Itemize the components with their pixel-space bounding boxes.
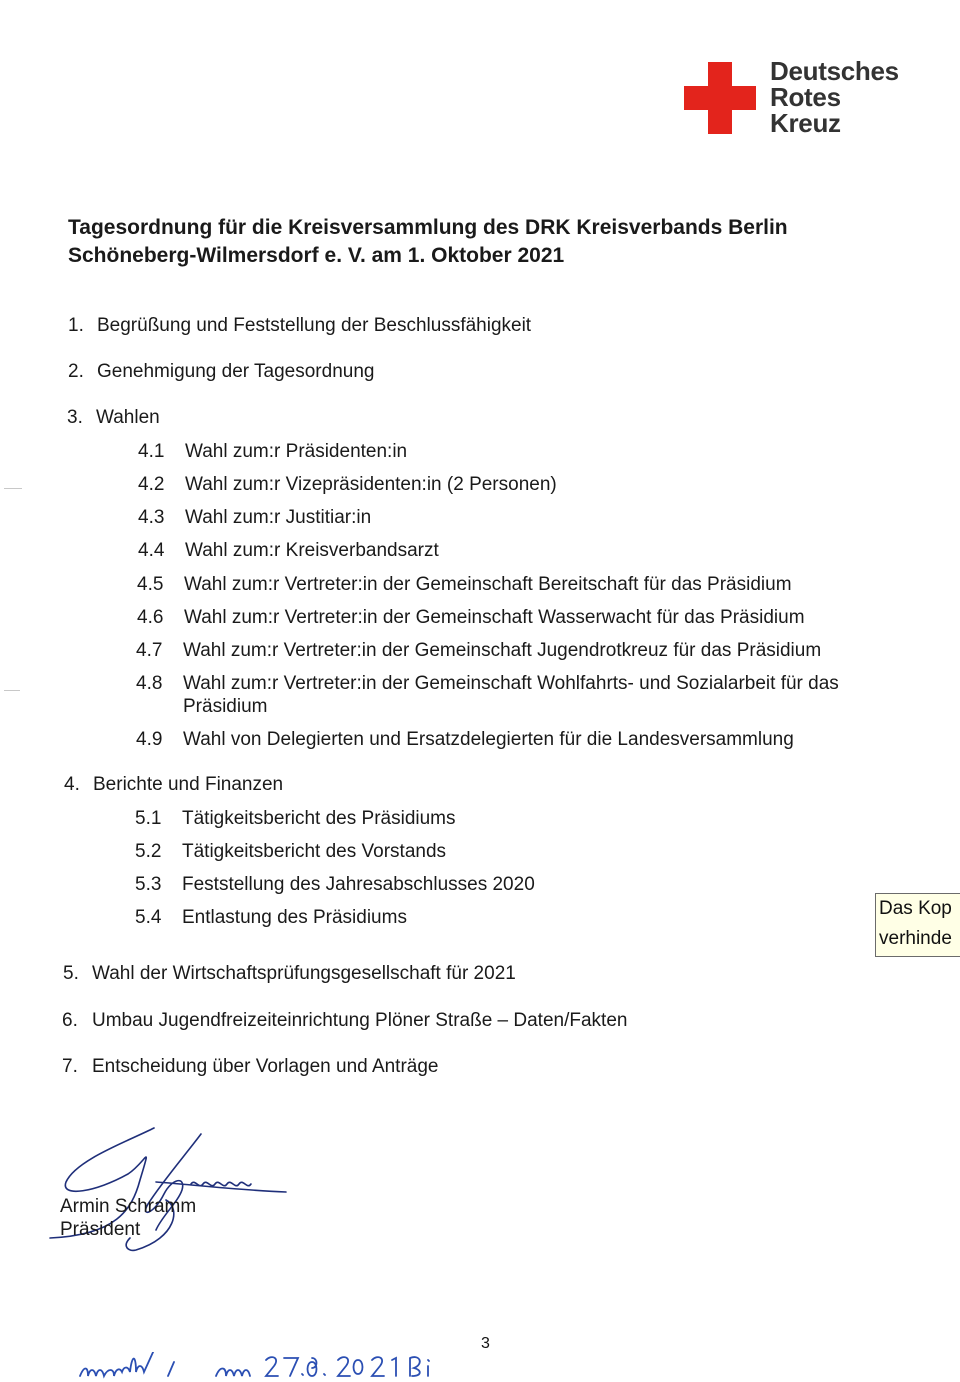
subitem-text: Wahl zum:r Vertreter:in der Gemeinschaft Wasserwacht für das Präsidium	[184, 607, 805, 628]
subitem-number: 4.5	[137, 574, 164, 595]
title-line-1: Tagesordnung für die Kreisversammlung des DRK Kreisverbands Berlin	[68, 216, 788, 239]
handwritten-note	[76, 1352, 446, 1382]
agenda-item-number: 1.	[68, 315, 84, 336]
subitem-text: Wahl zum:r Kreisverbandsarzt	[185, 540, 439, 561]
subitem-text: Wahl zum:r Vertreter:in der Gemeinschaft Bereitschaft für das Präsidium	[184, 574, 792, 595]
subitem-number: 5.3	[135, 874, 162, 895]
agenda-item-number: 4.	[64, 774, 80, 795]
logo-line-1: Deutsches	[770, 56, 899, 86]
subitem-number: 5.1	[135, 808, 162, 829]
margin-mark	[4, 690, 20, 691]
subitem-number: 5.2	[135, 841, 162, 862]
agenda-item-number: 6.	[62, 1010, 78, 1031]
subitem-number: 4.8	[136, 673, 163, 694]
agenda-item-text: Genehmigung der Tagesordnung	[97, 361, 375, 382]
page-number: 3	[481, 1335, 490, 1352]
agenda-item-number: 7.	[62, 1056, 78, 1077]
document-title	[68, 214, 908, 270]
title-line-2: Schöneberg-Wilmersdorf e. V. am 1. Oktober 2021	[68, 244, 565, 267]
subitem-text-continued: Präsidium	[183, 696, 268, 717]
logo-line-3: Kreuz	[770, 108, 841, 138]
subitem-text: Wahl zum:r Präsidenten:in	[185, 441, 408, 462]
agenda-item-text: Wahlen	[96, 407, 160, 428]
agenda-item-number: 2.	[68, 361, 84, 382]
agenda-item-text: Begrüßung und Feststellung der Beschlussfähigkeit	[97, 315, 532, 336]
sticky-note-line-1: Das Kop	[879, 898, 952, 919]
agenda-item-text: Wahl der Wirtschaftsprüfungsgesellschaft für 2021	[92, 963, 516, 984]
subitem-number: 4.9	[136, 729, 163, 750]
signer-name: Armin Schramm	[60, 1196, 197, 1217]
agenda-item-text: Entscheidung über Vorlagen und Anträge	[92, 1056, 439, 1077]
comment-sticky-note[interactable]	[875, 893, 960, 957]
subitem-number: 4.3	[138, 507, 165, 528]
subitem-text: Wahl zum:r Vertreter:in der Gemeinschaft Wohlfahrts- und Sozialarbeit für das	[183, 673, 839, 694]
agenda-item-number: 5.	[63, 963, 79, 984]
subitem-text: Tätigkeitsbericht des Vorstands	[182, 841, 447, 862]
agenda-item-text: Umbau Jugendfreizeiteinrichtung Plöner Straße – Daten/Fakten	[92, 1010, 628, 1031]
subitem-text: Entlastung des Präsidiums	[182, 907, 407, 928]
subitem-text: Feststellung des Jahresabschlusses 2020	[182, 874, 535, 895]
agenda-item-text: Berichte und Finanzen	[93, 774, 284, 795]
subitem-number: 4.2	[138, 474, 165, 495]
margin-mark	[4, 488, 22, 489]
subitem-number: 4.1	[138, 441, 165, 462]
subitem-text: Wahl zum:r Vertreter:in der Gemeinschaft Jugendrotkreuz für das Präsidium	[183, 640, 822, 661]
subitem-number: 4.4	[138, 540, 165, 561]
signer-role: Präsident	[60, 1219, 141, 1240]
agenda-item-number: 3.	[67, 407, 83, 428]
subitem-number: 4.6	[137, 607, 164, 628]
subitem-text: Tätigkeitsbericht des Präsidiums	[182, 808, 456, 829]
subitem-number: 4.7	[136, 640, 163, 661]
logo-line-2: Rotes	[770, 82, 841, 112]
subitem-number: 5.4	[135, 907, 162, 928]
sticky-note-line-2: verhinde	[879, 928, 952, 949]
subitem-text: Wahl zum:r Vizepräsidenten:in (2 Personen)	[185, 474, 557, 495]
logo-wordmark	[770, 58, 899, 136]
subitem-text: Wahl von Delegierten und Ersatzdelegierten für die Landesversammlung	[183, 729, 794, 750]
subitem-text: Wahl zum:r Justitiar:in	[185, 507, 372, 528]
red-cross-icon	[684, 62, 756, 134]
